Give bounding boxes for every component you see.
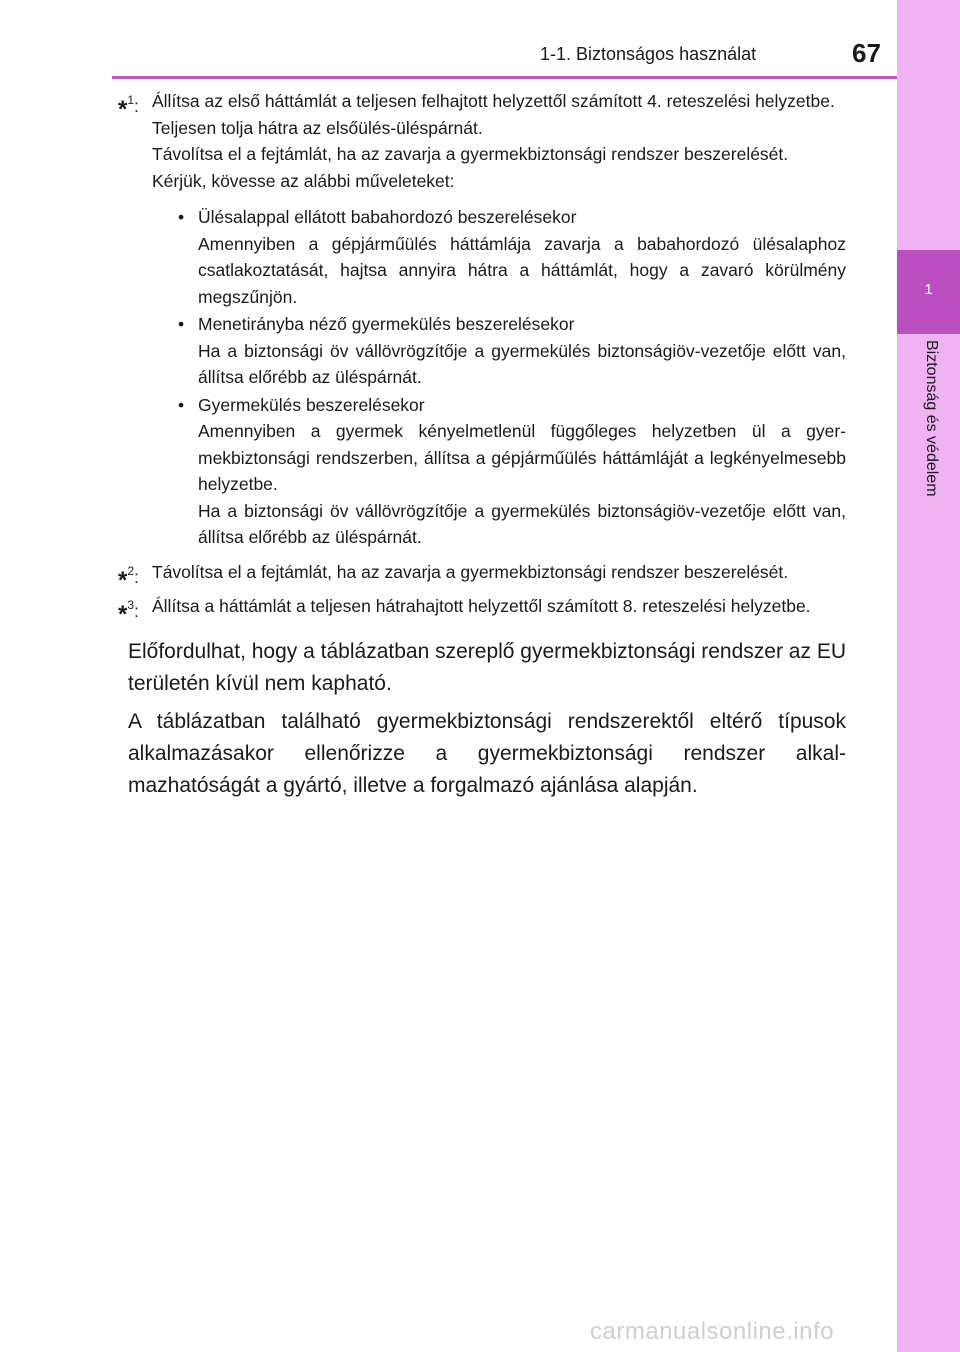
side-tab <box>897 0 960 1352</box>
chapter-number: 1 <box>924 281 933 298</box>
chapter-number-box <box>897 250 960 334</box>
bullet-dot: • <box>178 394 185 415</box>
list-item <box>152 392 846 551</box>
bullet-text: Ha a biztonsági öv vállövrögzítője a gyermekülés biztonságiöv-vezetője előtt van, állítsa előrébb az üléspárnát. <box>198 500 846 547</box>
bullet-list <box>152 204 846 551</box>
footnote-text: Állítsa a háttámlát a teljesen hátrahajtott helyzettől számított 8. reteszelési helyzetbe. <box>152 596 811 616</box>
footnote-marker: *$^2$: <box>118 563 139 594</box>
footnote-3 <box>118 593 846 628</box>
header-section-title: 1-1. Biztonságos használat <box>540 44 757 64</box>
body-paragraph: A táblázatban található gyermekbiztonsági rendszerektől eltérő típusok alkalmazásakor ellenőrizze a gyermekbiztonsági rendszer alkalmazhatóságát a gyártó, illetve a forgalmazó ajánlása alapján. <box>128 709 846 797</box>
bullet-text: Amennyiben a gépjárműülés háttámlája zavarja a babahordozó ülésalaphoz csatlakoztatását, hajtsa annyira hátra a háttámlát, hogy a zavaró körülmény megszűnjön. <box>198 233 846 307</box>
footnote-text: Állítsa az első háttámlát a teljesen felhajtott helyzettől számított 4. reteszelési helyzetbe. <box>152 91 835 111</box>
page-number: 67 <box>852 38 881 68</box>
bullet-dot: • <box>178 207 185 227</box>
body-paragraphs <box>118 636 846 802</box>
bullet-title: Ülésalappal ellátott babahordozó beszerelésekor <box>198 207 577 227</box>
footnote-1 <box>118 88 846 551</box>
chapter-title: Biztonság és védelem <box>923 340 940 497</box>
footnote-text: Távolítsa el a fejtámlát, ha az zavarja a gyermekbiztonsági rendszer beszerelését. <box>152 144 789 164</box>
footnote-marker: *$^1$: <box>118 93 139 123</box>
footnote-text: Távolítsa el a fejtámlát, ha az zavarja a gyermekbiztonsági rendszer beszerelését. <box>152 561 789 582</box>
footnote-text: Kérjük, kövesse az alábbi műveleteket: <box>152 170 455 191</box>
footnote-text: Teljesen tolja hátra az elsőülés-üléspárnát. <box>152 117 483 138</box>
bullet-text: Amennyiben a gyermek kényelmetlenül függőleges helyzetben ül a gyermekbiztonsági rendszerben, állítsa a gépjárműülés háttámláját a legkényelmesebb helyzetbe. <box>198 421 846 494</box>
bullet-title: Menetirányba néző gyermekülés beszerelésekor <box>198 314 575 334</box>
header-rule <box>112 76 897 79</box>
page-content <box>118 88 846 808</box>
body-paragraph: Előfordulhat, hogy a táblázatban szereplő gyermekbiztonsági rendszer az EU területén kívül nem kapható. <box>128 639 846 695</box>
bullet-text: Ha a biztonsági öv vállövrögzítője a gyermekülés biztonságiöv-vezetője előtt van, állítsa előrébb az üléspárnát. <box>198 340 846 387</box>
footnote-2 <box>118 559 846 594</box>
bullet-dot: • <box>178 314 185 334</box>
list-item <box>152 311 846 391</box>
watermark: carmanualsonline.info <box>590 1318 834 1345</box>
list-item <box>152 204 846 310</box>
footnote-marker: *$^3$: <box>118 598 139 628</box>
bullet-title: Gyermekülés beszerelésekor <box>198 394 425 415</box>
